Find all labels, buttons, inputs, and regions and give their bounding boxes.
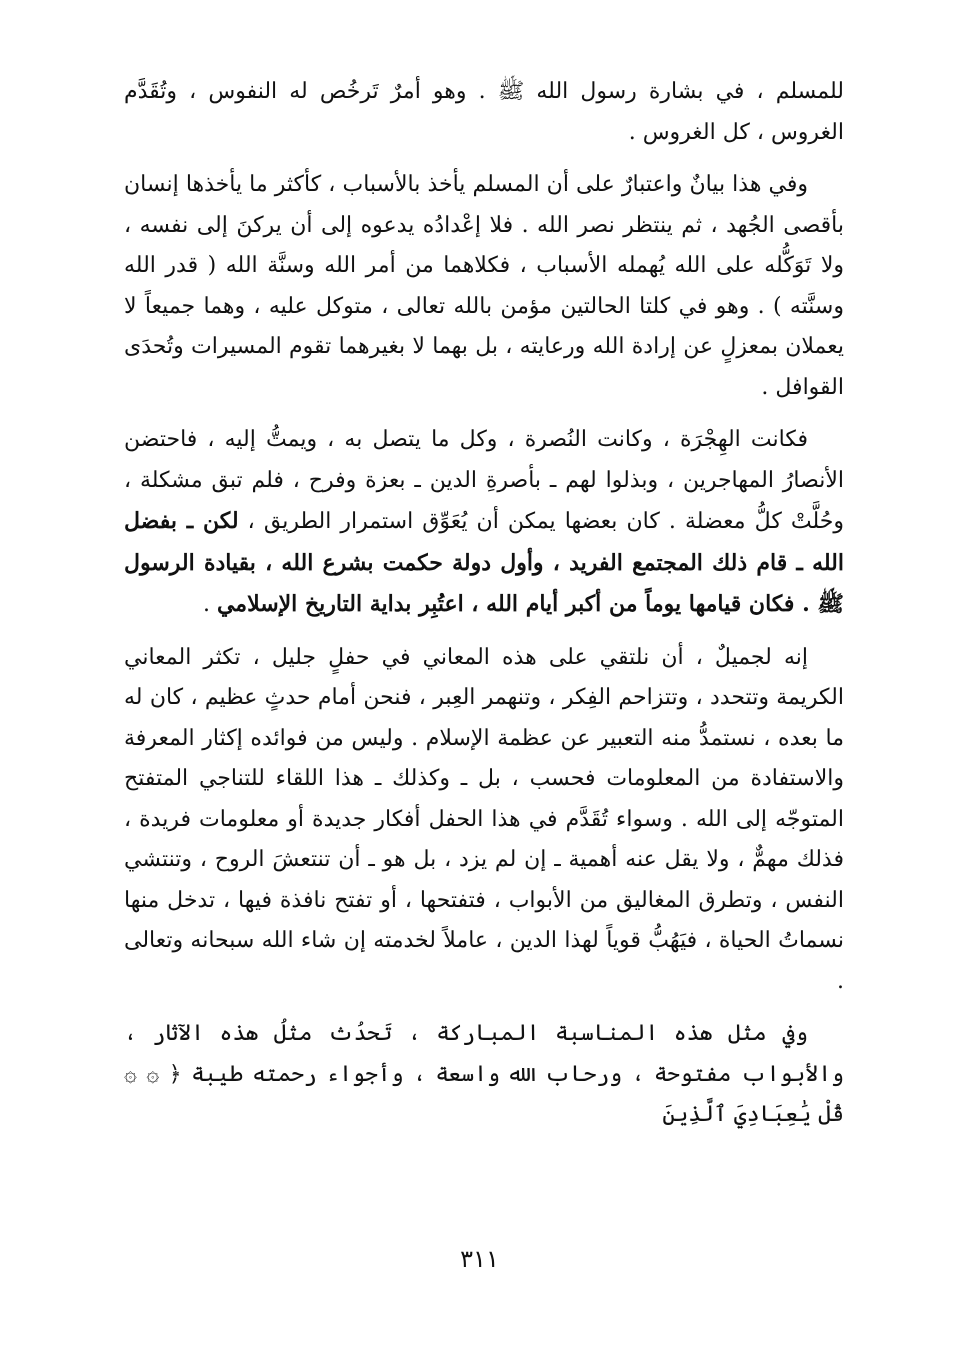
paragraph-3-bold-text: لكن ـ بفضل الله ـ قام ذلك المجتمع الفريد ، وأول دولة حكمت بشرع الله ، بقيادة الرسول ﷺ . فكان قيامها يوماً من أكبر أيام الله ، اعتُبِر بداية التاريخ الإسلامي (124, 508, 844, 617)
paragraph-5 (124, 1014, 844, 1136)
paragraph-3 (124, 420, 844, 626)
paragraph-2 (124, 165, 844, 408)
page-number: ٣١١ (460, 1245, 499, 1273)
page-body-text (124, 72, 844, 1148)
paragraph-3-end: . (202, 592, 217, 617)
paragraph-3-text: فكانت الهِجْرَة ، وكانت النُصرة ، وكل ما يتصل به ، ويمتُّ إليه ، فاحتضن الأنصارُ المهاجرين ، وبذلوا لهم ـ بأصرةِ الدين ـ بعزة وفرح ، فلم تبق مشكلة ، وحُلَّتْ كلُّ معضلة . كان بعضها يمكن أن يُعَوِّق استمرار الطريق ، (124, 427, 844, 534)
paragraph-5-text: وفي مثل هذه المناسبة المباركة ، تَحدُث مثلُ هذه الآثار ، والأبواب مفتوحة ، ورحاب الله واسعة ، وأجواء رحمته طيبة ﴿ ۞ ۞ قُلْ يَٰعِبَادِيَ ٱلَّذِينَ (124, 1021, 844, 1127)
paragraph-2-text: وفي هذا بيانٌ واعتبارٌ على أن المسلم يأخذ بالأسباب ، كأكثر ما يأخذها إنسان بأقصى الجُهد ، ثم ينتظر نصر الله . فلا إعْدادُه يدعوه إلى أن يركنَ إلى نفسه ، ولا تَوَكُّله على الله يُهمله الأسباب ، فكلاهما من أمر الله وسنَّة الله ( قدر الله وسنَّته ) . وهو في كلتا الحالتين مؤمن بالله تعالى ، متوكل عليه ، وهما جميعاً لا يعملان بمعزلٍ عن إرادة الله ورعايته ، بل بهما لا بغيرهما تقوم المسيرات وتُحدَى القوافل . (124, 172, 844, 400)
paragraph-1 (124, 72, 844, 153)
paragraph-1-text: للمسلم ، في بشارة رسول الله ﷺ . وهو أمرٌ تَرخُص له النفوس ، وتُقَدَّم الغروس ، كل الغروس . (124, 79, 844, 145)
paragraph-4 (124, 638, 844, 1003)
paragraph-4-text: إنه لجميلٌ ، أن نلتقي على هذه المعاني في حفلٍ جليل ، تكثر المعاني الكريمة وتتحدد ، وتتزاحم الفِكر ، وتنهمر العِبر ، فنحن أمام حدثٍ عظيم ، كان له ما بعده ، نستمدُّ منه التعبير عن عظمة الإسلام . وليس من فوائده إكثار المعرفة والاستفادة من المعلومات فحسب ، بل ـ وكذلك ـ هذا اللقاء للتناجي المتفتح المتوجّه إلى الله . وسواء تُقَدَّم في هذا الحفل أفكار جديدة أو معلومات فريدة ، فذلك مهمٌّ ، ولا يقل عنه أهمية ـ إن لم يزد ، بل هو ـ أن تنتعشَ الروح ، وتنتشي النفس ، وتطرق المغاليق من الأبواب ، فتفتحها ، أو تفتح نافذة فيها ، تدخل منها نسماتُ الحياة ، فيَهُبُّ قوياً لهذا الدين ، عاملاً لخدمته إن شاء الله سبحانه وتعالى . (124, 644, 844, 994)
